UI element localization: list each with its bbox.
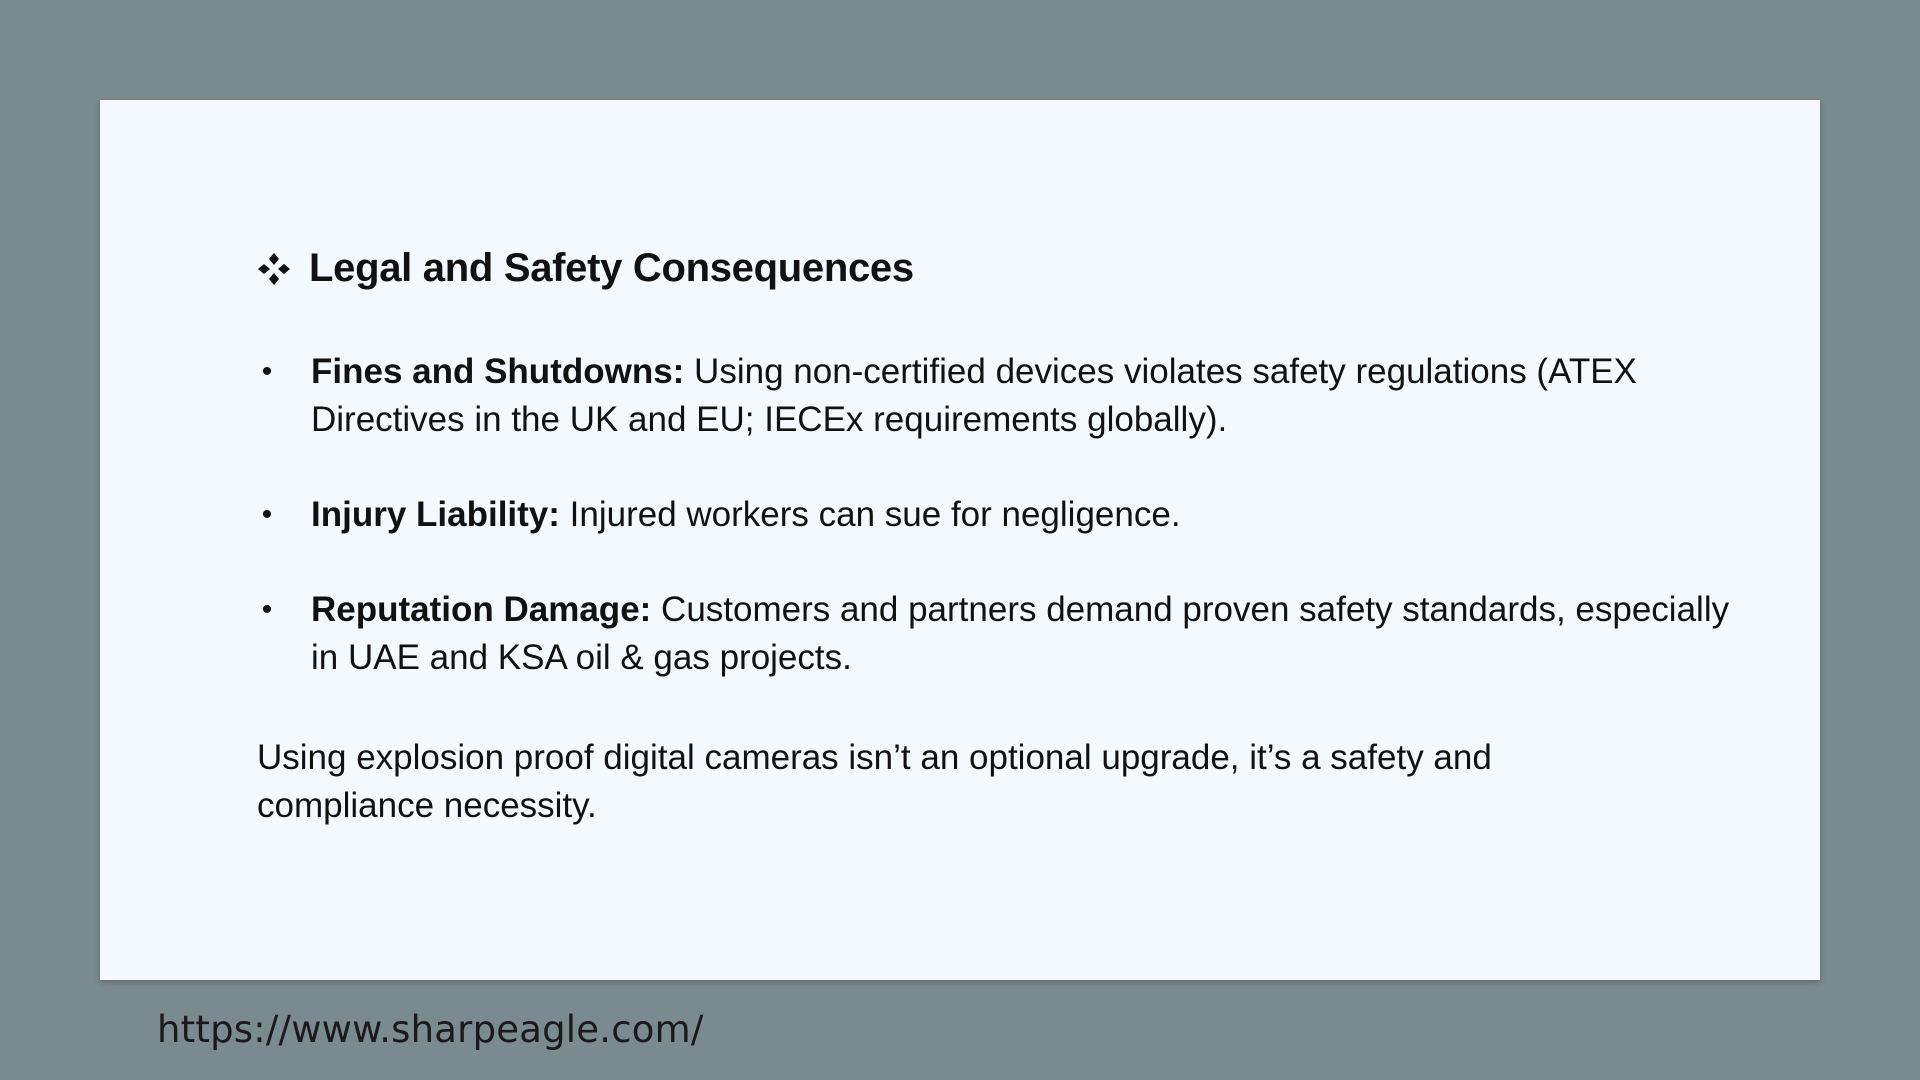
bullet-term: Injury Liability: xyxy=(311,495,560,534)
bullet-item xyxy=(257,348,1757,444)
footer-url[interactable]: https://www.sharpeagle.com/ xyxy=(157,1008,704,1051)
slide-card xyxy=(100,100,1820,980)
bullet-item xyxy=(257,491,1757,539)
bullet-text: Injured workers can sue for negligence. xyxy=(559,495,1181,534)
bullet-text: Customers and partners demand proven safety standards, especially in UAE and KSA oil & gas projects. xyxy=(311,590,1730,677)
bullet-icon: • xyxy=(261,498,273,531)
bullet-term: Reputation Damage: xyxy=(311,590,652,629)
bullet-icon: • xyxy=(261,355,273,388)
bullet-list xyxy=(257,348,1757,729)
bullet-icon: • xyxy=(261,593,273,626)
bullet-text: Using non-certified devices violates safety regulations (ATEX Directives in the UK and EU; IECEx requirements globally). xyxy=(311,352,1637,439)
slide-heading xyxy=(257,246,914,291)
closing-statement: Using explosion proof digital cameras isn’t an optional upgrade, it’s a safety and compliance necessity. xyxy=(257,738,1492,825)
four-diamonds-icon xyxy=(257,252,291,286)
bullet-item xyxy=(257,586,1757,682)
bullet-term: Fines and Shutdowns: xyxy=(311,352,685,391)
heading-text: Legal and Safety Consequences xyxy=(309,246,914,290)
